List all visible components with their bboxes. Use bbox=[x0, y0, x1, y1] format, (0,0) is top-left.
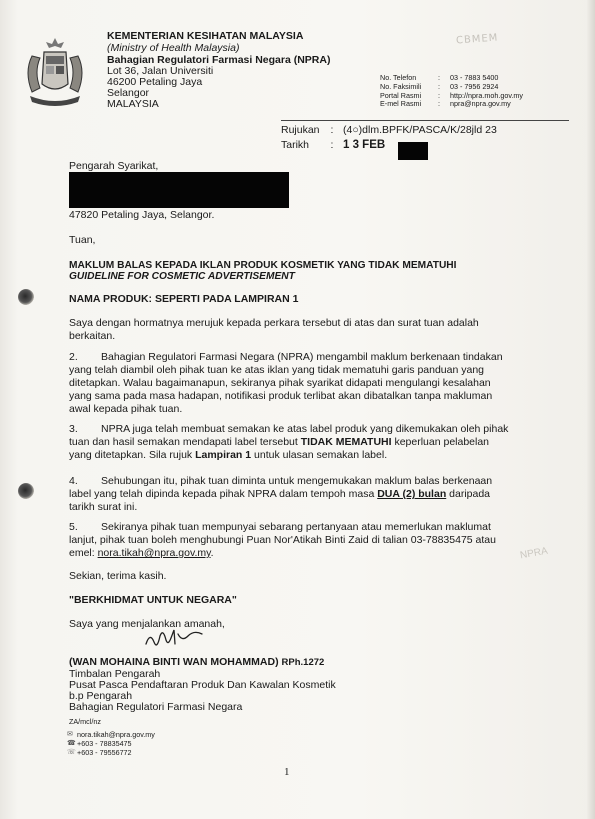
signatory-division: Bahagian Regulatori Farmasi Negara bbox=[69, 701, 243, 713]
paragraph-number: 5. bbox=[69, 521, 78, 533]
contact-separator: : bbox=[438, 73, 440, 82]
signature bbox=[144, 624, 206, 652]
email-icon: ✉ bbox=[67, 731, 73, 738]
contact-value: http://npra.moh.gov.my bbox=[450, 90, 523, 100]
paragraph-text: yang ditetapkan. Sila rujuk bbox=[69, 449, 196, 461]
punch-hole bbox=[18, 289, 34, 305]
subject-line-guideline: GUIDELINE FOR COSMETIC ADVERTISEMENT bbox=[69, 271, 295, 282]
redacted-company-address bbox=[69, 172, 289, 208]
header-divider bbox=[281, 120, 569, 121]
deadline-text: DUA (2) bulan bbox=[377, 488, 447, 500]
address-line: Selangor bbox=[107, 87, 150, 99]
signatory-rph: RPh.1272 bbox=[281, 657, 325, 668]
paper-edge bbox=[587, 0, 595, 819]
emphasis-text: Lampiran 1 bbox=[195, 449, 252, 461]
closing-thanks: Sekian, terima kasih. bbox=[69, 570, 167, 582]
contact-label: E-mel Rasmi bbox=[380, 99, 422, 109]
paragraph-text: keperluan pelabelan bbox=[391, 436, 490, 448]
paragraph-line: yang sama pada masa hadapan, notifikasi produk terlibat akan dibatalkan tanpa makluman bbox=[69, 390, 493, 402]
paragraph-1 bbox=[69, 317, 524, 343]
address-line: MALAYSIA bbox=[107, 98, 159, 110]
paragraph-line: yang telah diambil oleh pihak tuan ke atas iklan yang tidak mematuhi garis panduan yang bbox=[69, 364, 485, 376]
recipient-title: Pengarah Syarikat, bbox=[69, 160, 159, 172]
pencil-annotation: NPRA bbox=[519, 545, 549, 562]
paragraph-2 bbox=[69, 351, 524, 416]
ministry-name: KEMENTERIAN KESIHATAN MALAYSIA bbox=[107, 30, 304, 42]
date-separator: : bbox=[330, 139, 334, 151]
redacted-year bbox=[398, 142, 428, 160]
footer-phone: +603 - 78835475 bbox=[77, 739, 132, 749]
closing-trust: Saya yang menjalankan amanah, bbox=[69, 618, 225, 630]
recipient-city: 47820 Petaling Jaya, Selangor. bbox=[69, 209, 215, 221]
contact-value: npra@npra.gov.my bbox=[450, 99, 511, 109]
address-line: 46200 Petaling Jaya bbox=[107, 76, 203, 88]
reference-separator: : bbox=[330, 124, 334, 136]
footer-email: nora.tikah@npra.gov.my bbox=[77, 730, 155, 739]
paragraph-number: 4. bbox=[69, 475, 78, 487]
date-row bbox=[281, 139, 497, 152]
motto: "BERKHIDMAT UNTUK NEGARA" bbox=[69, 594, 237, 606]
product-name-line: NAMA PRODUK: SEPERTI PADA LAMPIRAN 1 bbox=[69, 293, 299, 305]
page-number: 1 bbox=[284, 766, 290, 778]
reference-number: (4○)dlm.BPFK/PASCA/K/28jld 23 bbox=[343, 124, 497, 136]
ministry-name-en: (Ministry of Health Malaysia) bbox=[107, 42, 240, 54]
paragraph-line: ditetapkan. Walau bagaimanapun, sekiranya pihak syarikat didapati mengulangi kesalahan bbox=[69, 377, 491, 389]
paragraph-line: NPRA juga telah membuat semakan ke atas label produk yang dikemukakan oleh pihak bbox=[101, 423, 509, 435]
paragraph-text: daripada bbox=[446, 488, 491, 500]
contact-separator: : bbox=[438, 90, 440, 100]
date-stamp: 1 3 FEB bbox=[343, 139, 386, 151]
contact-row bbox=[380, 100, 523, 109]
coat-of-arms-logo bbox=[22, 36, 88, 110]
paragraph-3 bbox=[69, 423, 524, 462]
signatory-department: Pusat Pasca Pendaftaran Produk Dan Kawalan Kosmetik bbox=[69, 679, 336, 691]
reference-block bbox=[281, 124, 497, 152]
signatory-on-behalf: b.p Pengarah bbox=[69, 690, 133, 702]
date-label: Tarikh bbox=[281, 139, 310, 151]
contact-value: 03 - 7883 5400 bbox=[450, 73, 499, 82]
contact-separator: : bbox=[438, 99, 440, 109]
paragraph-4 bbox=[69, 475, 524, 514]
paragraph-number: 2. bbox=[69, 351, 78, 363]
paragraph-line: tarikh surat ini. bbox=[69, 501, 138, 513]
contact-label: No. Faksimili bbox=[380, 81, 422, 91]
reference-label: Rujukan bbox=[281, 124, 320, 136]
contact-label: No. Telefon bbox=[380, 73, 417, 82]
greeting: Tuan, bbox=[69, 234, 96, 246]
footer-contacts bbox=[67, 730, 155, 758]
reference-initials: ZA/mcl/nz bbox=[69, 717, 101, 726]
fax-icon: ☏ bbox=[67, 749, 76, 757]
paragraph-5 bbox=[69, 521, 524, 560]
paragraph-line: awal kepada pihak tuan. bbox=[69, 403, 183, 415]
address-line: Lot 36, Jalan Universiti bbox=[107, 65, 214, 77]
paragraph-line: Bahagian Regulatori Farmasi Negara (NPRA) mengambil maklum berkenaan tindakan bbox=[101, 351, 503, 363]
paragraph-text: emel: bbox=[69, 547, 98, 559]
subject-line: MAKLUM BALAS KEPADA IKLAN PRODUK KOSMETIK YANG TIDAK MEMATUHI bbox=[69, 260, 457, 271]
paragraph-text: label yang telah dipinda kepada pihak NPRA dalam tempoh masa bbox=[69, 488, 378, 500]
emphasis-text: TIDAK MEMATUHI bbox=[300, 436, 392, 448]
email-link[interactable]: nora.tikah@npra.gov.my bbox=[97, 547, 211, 559]
signatory-title: Timbalan Pengarah bbox=[69, 668, 161, 680]
punch-hole bbox=[18, 483, 34, 499]
contact-separator: : bbox=[438, 81, 440, 91]
paragraph-text: tuan dan hasil semakan mendapati label tersebut bbox=[69, 436, 301, 448]
paragraph-line: Sekiranya pihak tuan mempunyai sebarang pertanyaan atau memerlukan maklumat bbox=[101, 521, 491, 533]
signatory-full-name: (WAN MOHAINA BINTI WAN MOHAMMAD) bbox=[69, 656, 279, 668]
pencil-annotation: CBMEM bbox=[455, 32, 499, 47]
paragraph-number: 3. bbox=[69, 423, 78, 435]
paragraph-line: lanjut, pihak tuan boleh menghubungi Puan Nor'Atikah Binti Zaid di talian 03-78835475 atau bbox=[69, 534, 496, 546]
paragraph-text: untuk ulasan semakan label. bbox=[251, 449, 388, 461]
paragraph-line: Sehubungan itu, pihak tuan diminta untuk mengemukakan maklum balas berkenaan bbox=[101, 475, 493, 487]
paragraph-line: berkaitan. bbox=[69, 330, 116, 342]
paragraph-line: Saya dengan hormatnya merujuk kepada perkara tersebut di atas dan surat tuan adalah bbox=[69, 317, 479, 329]
footer-fax: +603 - 79556772 bbox=[77, 748, 132, 758]
contact-label: Portal Rasmi bbox=[380, 90, 422, 100]
division-name: Bahagian Regulatori Farmasi Negara (NPRA) bbox=[107, 54, 331, 66]
phone-icon: ☎ bbox=[67, 740, 76, 748]
contact-block bbox=[380, 74, 523, 109]
paragraph-text: . bbox=[210, 547, 214, 559]
contact-value: 03 - 7956 2924 bbox=[450, 81, 499, 91]
reference-row bbox=[281, 124, 497, 137]
